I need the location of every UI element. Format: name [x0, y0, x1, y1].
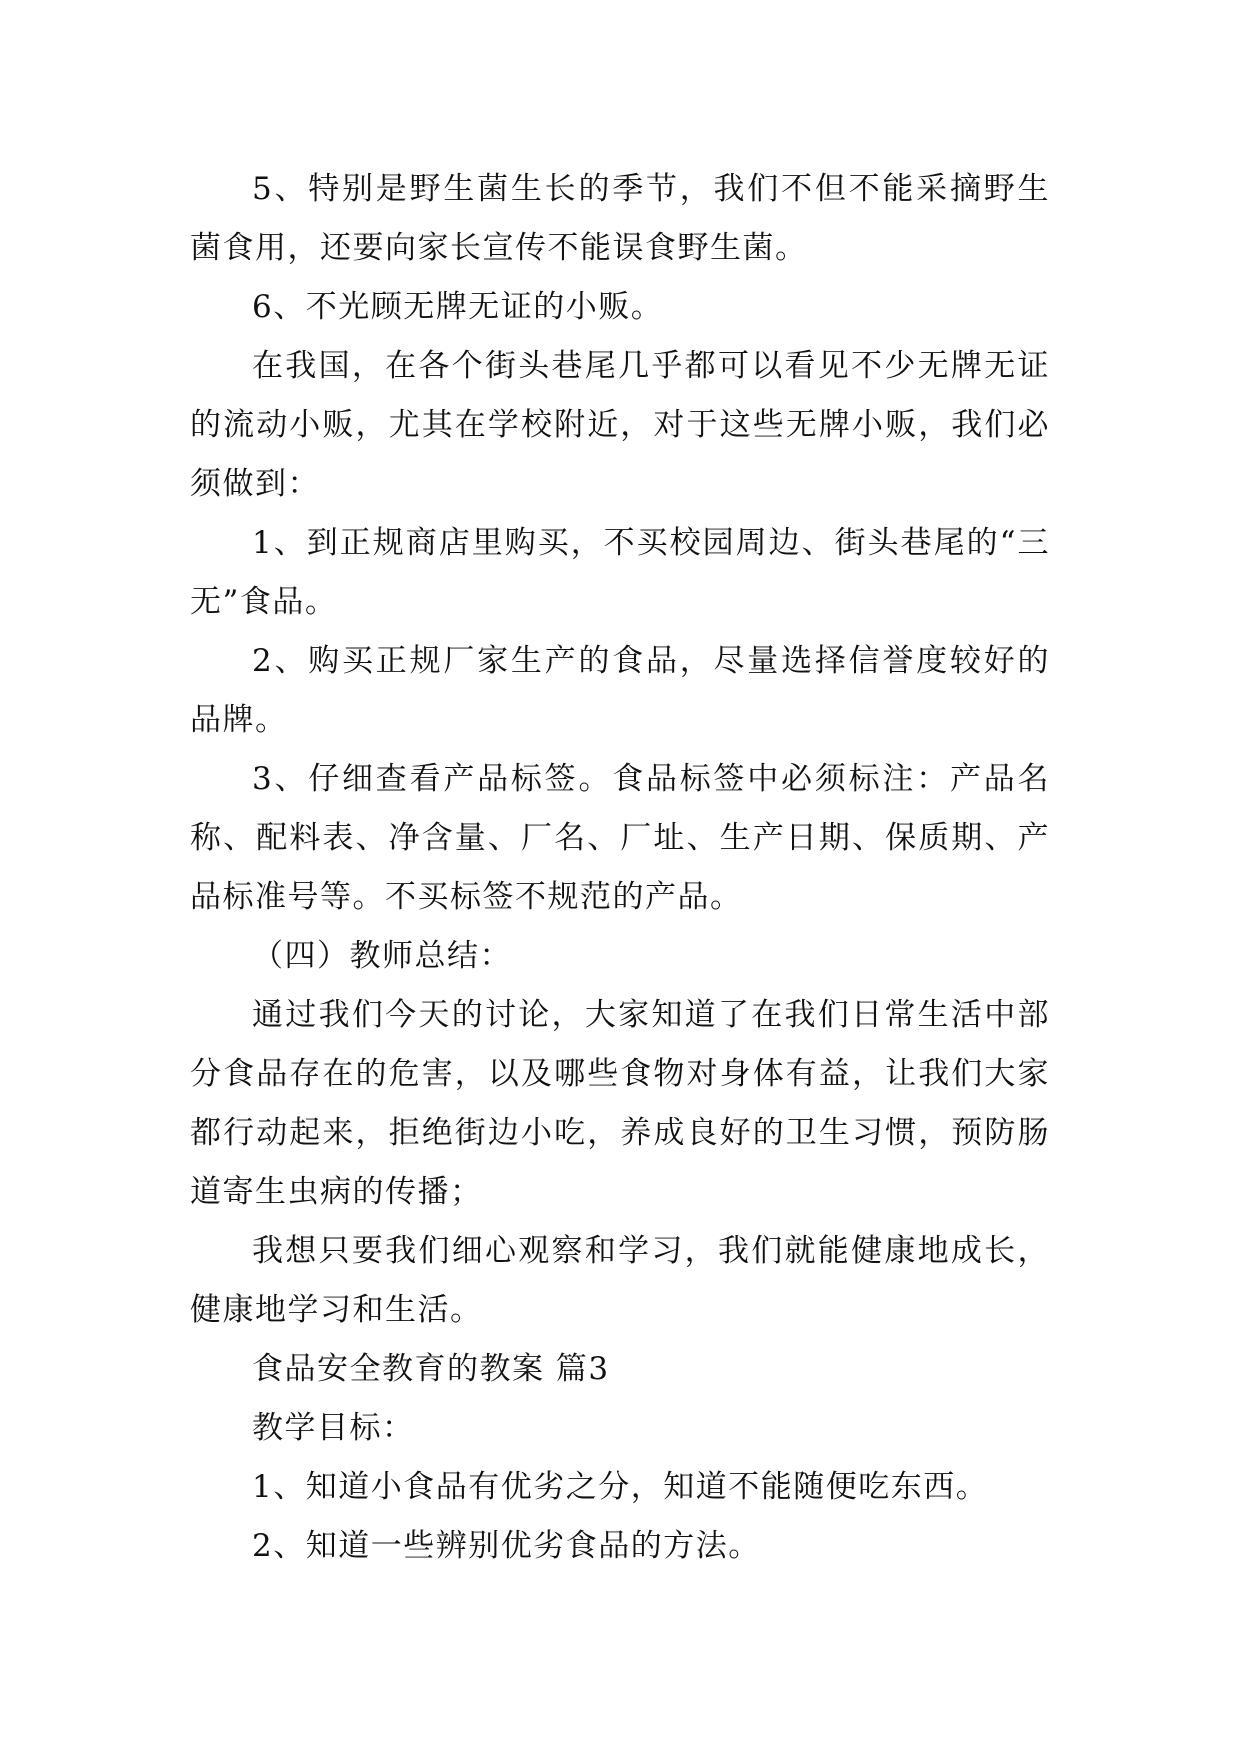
paragraph-check-labels: 3、仔细查看产品标签。食品标签中必须标注：产品名称、配料表、净含量、厂名、厂址、生产日期、保质期、产品标准号等。不买标签不规范的产品。 [190, 761, 1050, 915]
lesson-plan-title: 食品安全教育的教案 篇3 [252, 1351, 610, 1387]
paragraph-summary-discussion: 通过我们今天的讨论，大家知道了在我们日常生活中部分食品存在的危害，以及哪些食物对身体有益，让我们大家都行动起来，拒绝街边小吃，养成良好的卫生习惯，预防肠道寄生虫病的传播； [190, 997, 1050, 1210]
teaching-goal-item: 1、知道小食品有优劣之分，知道不能随便吃东西。 [252, 1469, 989, 1505]
teaching-goal-item: 2、知道一些辨别优劣食品的方法。 [252, 1528, 761, 1564]
paragraph-wild-mushroom: 5、特别是野生菌生长的季节，我们不但不能采摘野生菌食用，还要向家长宣传不能误食野生菌。 [190, 171, 1050, 266]
document-body [190, 160, 1050, 1576]
paragraph-summary-conclusion: 我想只要我们细心观察和学习，我们就能健康地成长，健康地学习和生活。 [190, 1233, 1050, 1328]
paragraph-unlicensed-vendors: 6、不光顾无牌无证的小贩。 [252, 289, 664, 325]
paragraph-regular-manufacturers: 2、购买正规厂家生产的食品，尽量选择信誉度较好的品牌。 [190, 643, 1050, 738]
teaching-goals-heading: 教学目标： [252, 1410, 415, 1446]
paragraph-street-vendors-intro: 在我国，在各个街头巷尾几乎都可以看见不少无牌无证的流动小贩，尤其在学校附近，对于这些无牌小贩，我们必须做到： [190, 348, 1050, 502]
paragraph-regular-stores: 1、到正规商店里购买，不买校园周边、街头巷尾的“三无”食品。 [190, 525, 1050, 620]
section-heading-teacher-summary: （四）教师总结： [252, 938, 512, 974]
